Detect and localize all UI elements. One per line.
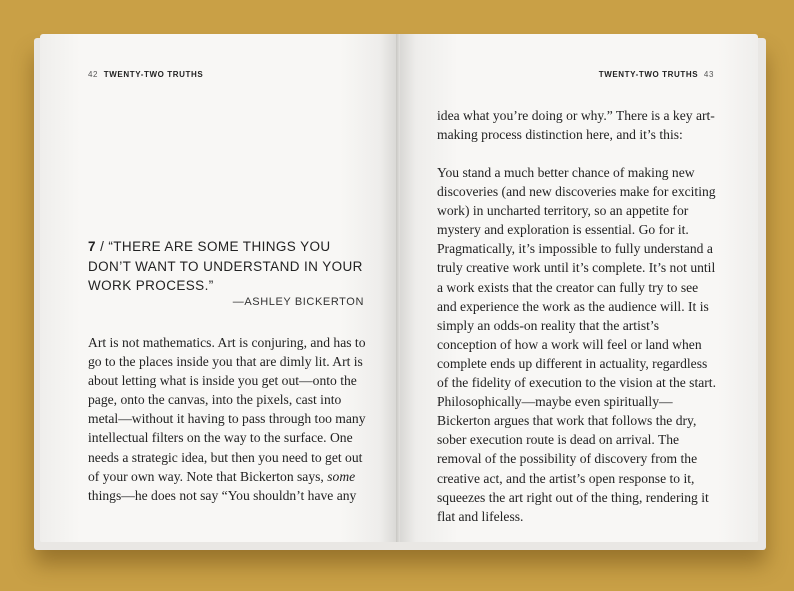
left-running-header <box>88 70 203 79</box>
body-text-segment-end: things—he does not say “You shouldn’t have any <box>88 487 357 503</box>
left-running-title: TWENTY-TWO TRUTHS <box>103 70 204 79</box>
left-body-text <box>88 333 366 505</box>
quote-number: 7 <box>88 239 96 254</box>
book-gutter <box>396 34 400 542</box>
quote-attribution: —ASHLEY BICKERTON <box>232 296 364 308</box>
right-running-header <box>599 70 714 79</box>
quote-text: “THERE ARE SOME THINGS YOU DON’T WANT TO UNDERSTAND IN YOUR WORK PROCESS.” <box>88 239 363 293</box>
pull-quote <box>88 237 368 296</box>
right-running-title: TWENTY-TWO TRUTHS <box>598 70 699 79</box>
right-page-number: 43 <box>703 70 714 79</box>
right-paragraph-1: idea what you’re doing or why.” There is a key art-making process distinction here, and it’s this: <box>437 108 715 143</box>
italic-emphasis: some <box>327 468 356 484</box>
quote-separator: / <box>95 239 109 254</box>
left-page-number: 42 <box>88 70 99 79</box>
left-paragraph <box>88 333 366 505</box>
body-text-segment: Art is not mathematics. Art is conjuring, and has to go to the places inside you that are dimly lit. Art is about letting what is inside you get out—onto the page, onto the canvas, into the pixels, cast into metal—without it having to pass through too many intellectual filters on the way to the surface. One needs a strategic idea, but then you need to get out of your own way. Note that Bickerton says, <box>88 335 366 484</box>
right-paragraph-2: You stand a much better chance of making new discoveries (and new discoveries make for exciting work) in uncharted territory, so an appetite for mystery and exploration is essential. Go for it. Pragmatically, it’s impossible to fully understand a truly creative work until it’s complete. It’s not until a work exists that the creator can fully try to see and experience the work as the audience will. It is simply an odds-on reality that the artist’s conception of how a work will feel or land when complete ends up different in actuality, regardless of the fidelity of execution to the vision at the start. Philosophically—maybe even spiritually—Bickerton argues that work that follows the dry, sober execution route is dead on arrival. The removal of the possibility of discovery from the creative act, and the artist’s open response to it, squeezes the art right out of the thing, rendering it flat and lifeless. <box>437 165 716 524</box>
